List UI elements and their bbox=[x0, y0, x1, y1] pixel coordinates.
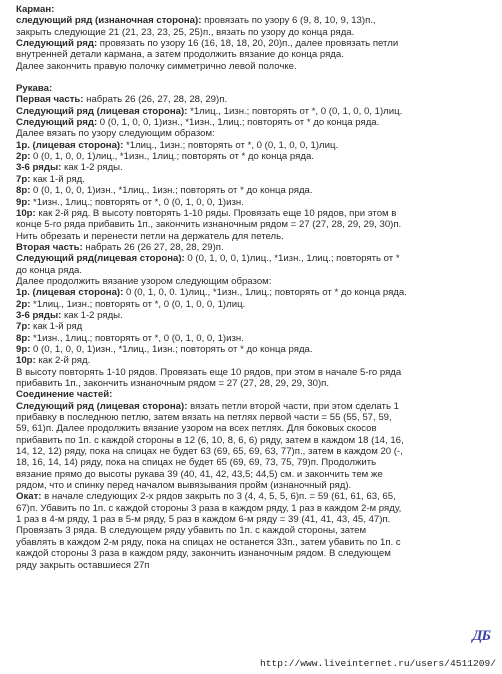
bold-label: Следующий ряд (лицевая сторона): bbox=[16, 400, 188, 412]
bold-label: 1р. (лицевая сторона): bbox=[16, 287, 124, 299]
line-text: прибавить по 1п. с каждой стороны в 12 (6, 10, 8, 6, 6) ряду, затем в каждом 18 (14, 16, bbox=[16, 434, 404, 446]
line-text: провязать по узору 6 (9, 8, 10, 9, 13)п., bbox=[201, 15, 376, 27]
text-line bbox=[16, 446, 494, 457]
line-text: как 2-й ряд. В высоту повторять 1-10 ряды. Провязать еще 10 рядов, при этом в bbox=[35, 207, 397, 219]
line-text: *1лиц., 1изн.; повторять от *, 0 (0, 1, 0, 0, 1)лиц. bbox=[30, 298, 246, 310]
bold-label: 7р: bbox=[16, 321, 31, 333]
bold-label: Следующий ряд (лицевая сторона): bbox=[16, 105, 188, 117]
text-line bbox=[16, 378, 494, 389]
text-line bbox=[16, 117, 494, 128]
text-line bbox=[16, 94, 494, 105]
text-line bbox=[16, 185, 494, 196]
text-line bbox=[16, 367, 494, 378]
text-line bbox=[16, 276, 494, 287]
text-line bbox=[16, 344, 494, 355]
text-line bbox=[16, 333, 494, 344]
line-text: как 1-2 ряды. bbox=[61, 309, 123, 321]
bold-label: 8р: bbox=[16, 185, 31, 197]
text-line bbox=[16, 435, 494, 446]
line-text: *1изн., 1лиц.; повторять от *, 0 (0, 1, 0, 0, 1)изн. bbox=[30, 196, 244, 208]
text-line bbox=[16, 310, 494, 321]
text-line bbox=[16, 480, 494, 491]
line-text: ряду закрыть оставшиеся 27п bbox=[16, 559, 150, 571]
text-line bbox=[16, 560, 494, 571]
pattern-text bbox=[16, 4, 494, 571]
line-text: конце 5-го ряда прибавить 1п., закончить изнаночным рядом = 27 (27, 28, 29, 29, 30)п. bbox=[16, 219, 402, 231]
bold-label: Следующий ряд(лицевая сторона): bbox=[16, 253, 185, 265]
line-text: Далее вязать по узору следующим образом: bbox=[16, 128, 215, 140]
text-line bbox=[16, 4, 494, 15]
line-text: как 1-2 ряды. bbox=[61, 162, 123, 174]
bold-label: 8р: bbox=[16, 332, 31, 344]
line-text: 0 (0, 1, 0, 0, 1)лиц., *1изн., 1лиц.; повторять от * до конца ряда. bbox=[30, 151, 314, 163]
text-line bbox=[16, 219, 494, 230]
bold-label: Рукава: bbox=[16, 83, 53, 95]
text-line bbox=[16, 491, 494, 502]
text-line bbox=[16, 412, 494, 423]
text-line bbox=[16, 514, 494, 525]
text-line bbox=[16, 61, 494, 72]
text-line bbox=[16, 389, 494, 400]
text-line bbox=[16, 231, 494, 242]
text-line bbox=[16, 265, 494, 276]
line-text: вязание прямо до высоты рукава 39 (40, 41, 42, 43,5; 44,5) см. и закончить тем же bbox=[16, 468, 383, 480]
source-url: http://www.liveinternet.ru/users/4511209/ bbox=[259, 658, 496, 669]
text-line bbox=[16, 287, 494, 298]
line-text: 0 (0, 1, 0, 0, 1)лиц., *1изн., 1лиц.; повторять от * bbox=[184, 253, 400, 265]
line-text: 59, 61)п. Далее продолжить вязание узором на всех петлях. Для боковых скосов bbox=[16, 423, 377, 435]
text-line bbox=[16, 469, 494, 480]
line-text: набрать 26 (26 27, 28, 28, 29)п. bbox=[82, 241, 224, 253]
text-line bbox=[16, 525, 494, 536]
bold-label: 1р. (лицевая сторона): bbox=[16, 139, 124, 151]
line-text: Нить обрезать и перенести петли на держатель для петель. bbox=[16, 230, 284, 242]
line-text: закрыть следующие 21 (21, 23, 23, 25, 25)п., вязать по узору до конца ряда. bbox=[16, 26, 355, 38]
line-text: *1лиц., 1изн.; повторять от *, 0 (0, 1, 0, 0, 1)лиц. bbox=[187, 105, 403, 117]
line-text: 0 (0, 1, 0, 0, 1)изн., *1лиц., 1изн.; повторять от * до конца ряда. bbox=[30, 185, 313, 197]
bold-label: 7р: bbox=[16, 173, 31, 185]
line-text: прибавить 1п., закончить изнаночным рядом = 27 (27, 28, 29, 29, 30)п. bbox=[16, 378, 330, 389]
text-line bbox=[16, 423, 494, 434]
bold-label: 2р: bbox=[16, 298, 31, 310]
text-line bbox=[16, 106, 494, 117]
section-gap bbox=[16, 72, 494, 83]
line-text: *1изн., 1лиц.; повторять от *, 0 (0, 1, 0, 0, 1)изн. bbox=[30, 332, 244, 344]
line-text: каждой стороны 3 раза в каждом ряду, закончить изнаночным рядом. В следующем bbox=[16, 548, 391, 560]
line-text: как 1-й ряд bbox=[30, 321, 83, 333]
bold-label: Окат: bbox=[16, 491, 42, 503]
bold-label: Следующий ряд: bbox=[16, 38, 98, 50]
line-text: В высоту повторять 1-10 рядов. Провязать еще 10 рядов, при этом в начале 5-го ряда bbox=[16, 366, 402, 378]
text-line bbox=[16, 140, 494, 151]
text-line bbox=[16, 174, 494, 185]
line-text: 18, 16, 14, 14) ряду, пока на спицах не будет 65 (69, 69, 73, 75, 79)п. Продолжить bbox=[16, 457, 377, 469]
line-text: как 2-й ряд. bbox=[35, 355, 91, 367]
bold-label: 3-6 ряды: bbox=[16, 309, 62, 321]
line-text: 0 (0, 1, 0, 0, 1)изн., *1лиц., 1изн.; повторять от * до конца ряда. bbox=[30, 343, 313, 355]
bold-label: 2р: bbox=[16, 151, 31, 163]
bold-label: Вторая часть: bbox=[16, 241, 83, 253]
line-text: 1 раз в 4-м ряду, 1 раз в 5-м ряду, 5 раз в каждом 6-м ряду = 39 (41, 41, 43, 45, 47)п. bbox=[16, 514, 391, 526]
author-logo: ДБ bbox=[472, 628, 490, 644]
text-line bbox=[16, 208, 494, 219]
line-text: в начале следующих 2-х рядов закрыть по 3 (4, 4, 5, 5, 6)п. = 59 (61, 61, 63, 65, bbox=[41, 491, 396, 503]
bold-label: 10р: bbox=[16, 355, 36, 367]
text-line bbox=[16, 151, 494, 162]
text-line bbox=[16, 242, 494, 253]
text-line bbox=[16, 548, 494, 559]
bold-label: следующий ряд (изнаночная сторона): bbox=[16, 15, 202, 27]
text-line bbox=[16, 162, 494, 173]
line-text: до конца ряда. bbox=[16, 264, 83, 276]
text-line bbox=[16, 27, 494, 38]
text-line bbox=[16, 457, 494, 468]
line-text: Провязать 3 ряда. В следующем ряду убавить по 1п. с каждой стороны, затем bbox=[16, 525, 367, 537]
bold-label: Первая часть: bbox=[16, 94, 84, 106]
line-text: как 1-й ряд. bbox=[30, 173, 85, 185]
text-line bbox=[16, 197, 494, 208]
line-text: внутренней детали кармана, а затем продолжить вязание до конца ряда. bbox=[16, 49, 344, 61]
bold-label: Соединение частей: bbox=[16, 389, 113, 401]
bold-label: Карман: bbox=[16, 4, 55, 15]
text-line bbox=[16, 83, 494, 94]
bold-label: 10р: bbox=[16, 207, 36, 219]
bold-label: 9р: bbox=[16, 343, 31, 355]
text-line bbox=[16, 49, 494, 60]
text-line bbox=[16, 38, 494, 49]
line-text: 0 (0, 1, 0, 0, 1)изн., *1изн., 1лиц.; повторять от * до конца ряда. bbox=[97, 117, 380, 129]
bold-label: Следующий ряд: bbox=[16, 117, 98, 129]
line-text: 0 (0, 1, 0, 0. 1)лиц., *1изн., 1лиц.; повторять от * до конца ряда. bbox=[123, 287, 407, 299]
line-text: прибавку в последнюю петлю, затем вязать на петлях первой части = 55 (55, 57, 59, bbox=[16, 412, 392, 424]
line-text: Далее продолжить вязание узором следующим образом: bbox=[16, 275, 272, 287]
bold-label: 9р: bbox=[16, 196, 31, 208]
line-text: провязать по узору 16 (16, 18, 18, 20, 20)п., далее провязать петли bbox=[97, 38, 399, 50]
text-line bbox=[16, 401, 494, 412]
line-text: *1лиц., 1изн.; повторять от *, 0 (0, 1, 0, 0, 1)лиц. bbox=[123, 139, 339, 151]
text-line bbox=[16, 321, 494, 332]
text-line bbox=[16, 128, 494, 139]
line-text: рядом, что и спинку перед началом вывязывания пройм (изнаночный ряд). bbox=[16, 480, 352, 492]
line-text: 14, 12, 12) ряду, пока на спицах не будет 63 (69, 65, 69, 63, 77)п., затем в каждом 20 (-, bbox=[16, 446, 403, 458]
text-line bbox=[16, 537, 494, 548]
text-line bbox=[16, 15, 494, 26]
text-line bbox=[16, 355, 494, 366]
text-line bbox=[16, 299, 494, 310]
text-line bbox=[16, 503, 494, 514]
line-text: убавлять в каждом 2-м ряду, пока на спицах не останется 33п., затем убавить по 1п. с bbox=[16, 536, 401, 548]
line-text: 67)п. Убавить по 1п. с каждой стороны 3 раза в каждом ряду, 1 раз в каждом 2-м ряду, bbox=[16, 502, 402, 514]
text-line bbox=[16, 253, 494, 264]
line-text: вязать петли второй части, при этом сделать 1 bbox=[187, 400, 399, 412]
line-text: Далее закончить правую полочку симметрично левой полочке. bbox=[16, 60, 297, 72]
line-text: набрать 26 (26, 27, 28, 28, 29)п. bbox=[83, 94, 228, 106]
bold-label: 3-6 ряды: bbox=[16, 162, 62, 174]
